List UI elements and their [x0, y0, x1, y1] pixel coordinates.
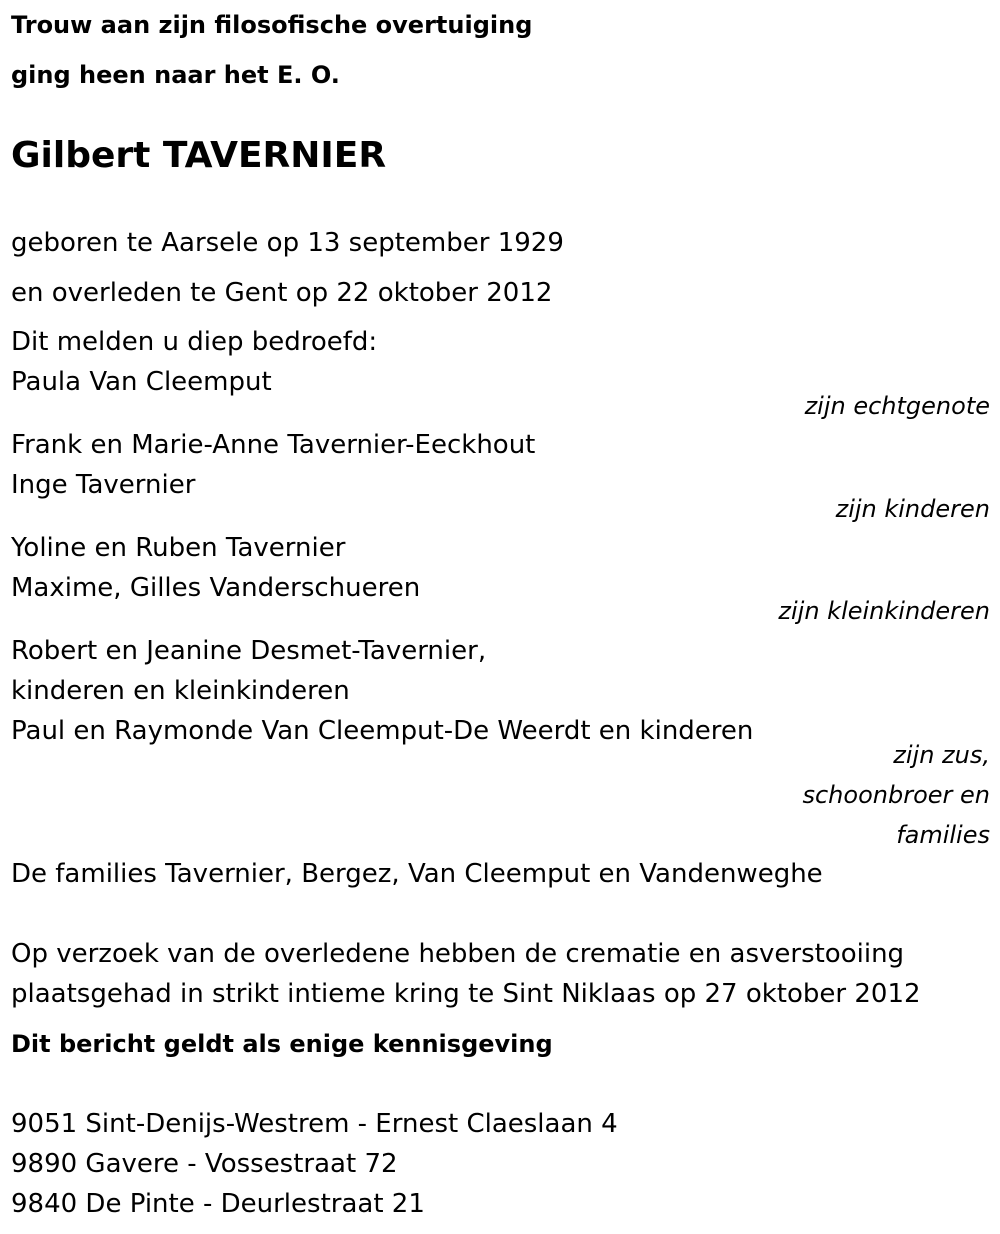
siblings-role-line-3: families: [896, 821, 990, 849]
cremation-line-1: Op verzoek van de overledene hebben de crematie en asverstooiing: [11, 939, 905, 969]
siblings-line-2: kinderen en kleinkinderen: [11, 676, 350, 706]
children-line-2: Inge Tavernier: [11, 470, 196, 500]
header-line-2: ging heen naar het E. O.: [11, 61, 340, 89]
birth-line: geboren te Aarsele op 13 september 1929: [11, 228, 564, 258]
siblings-line-1: Robert en Jeanine Desmet-Tavernier,: [11, 636, 487, 666]
death-line: en overleden te Gent op 22 oktober 2012: [11, 278, 553, 308]
grandchildren-role: zijn kleinkinderen: [778, 597, 990, 625]
grandchildren-line-2: Maxime, Gilles Vanderschueren: [11, 573, 421, 603]
address-3: 9840 De Pinte - Deurlestraat 21: [11, 1189, 425, 1219]
children-role: zijn kinderen: [835, 495, 990, 523]
siblings-role-line-1: zijn zus,: [893, 741, 990, 769]
siblings-line-3: Paul en Raymonde Van Cleemput-De Weerdt en kinderen: [11, 716, 754, 746]
families-line: De families Tavernier, Bergez, Van Cleemput en Vandenweghe: [11, 859, 823, 889]
address-2: 9890 Gavere - Vossestraat 72: [11, 1149, 398, 1179]
cremation-line-2: plaatsgehad in strikt intieme kring te Sint Niklaas op 27 oktober 2012: [11, 979, 921, 1009]
notice-line: Dit bericht geldt als enige kennisgeving: [11, 1030, 553, 1058]
children-line-1: Frank en Marie-Anne Tavernier-Eeckhout: [11, 430, 536, 460]
deceased-name: Gilbert TAVERNIER: [11, 135, 387, 176]
grandchildren-line-1: Yoline en Ruben Tavernier: [11, 533, 346, 563]
header-line-1: Trouw aan zijn filosofische overtuiging: [11, 11, 533, 39]
address-1: 9051 Sint-Denijs-Westrem - Ernest Claeslaan 4: [11, 1109, 618, 1139]
spouse-name: Paula Van Cleemput: [11, 367, 272, 397]
announcement: Dit melden u diep bedroefd:: [11, 327, 378, 357]
siblings-role-line-2: schoonbroer en: [802, 781, 990, 809]
spouse-role: zijn echtgenote: [804, 392, 990, 420]
